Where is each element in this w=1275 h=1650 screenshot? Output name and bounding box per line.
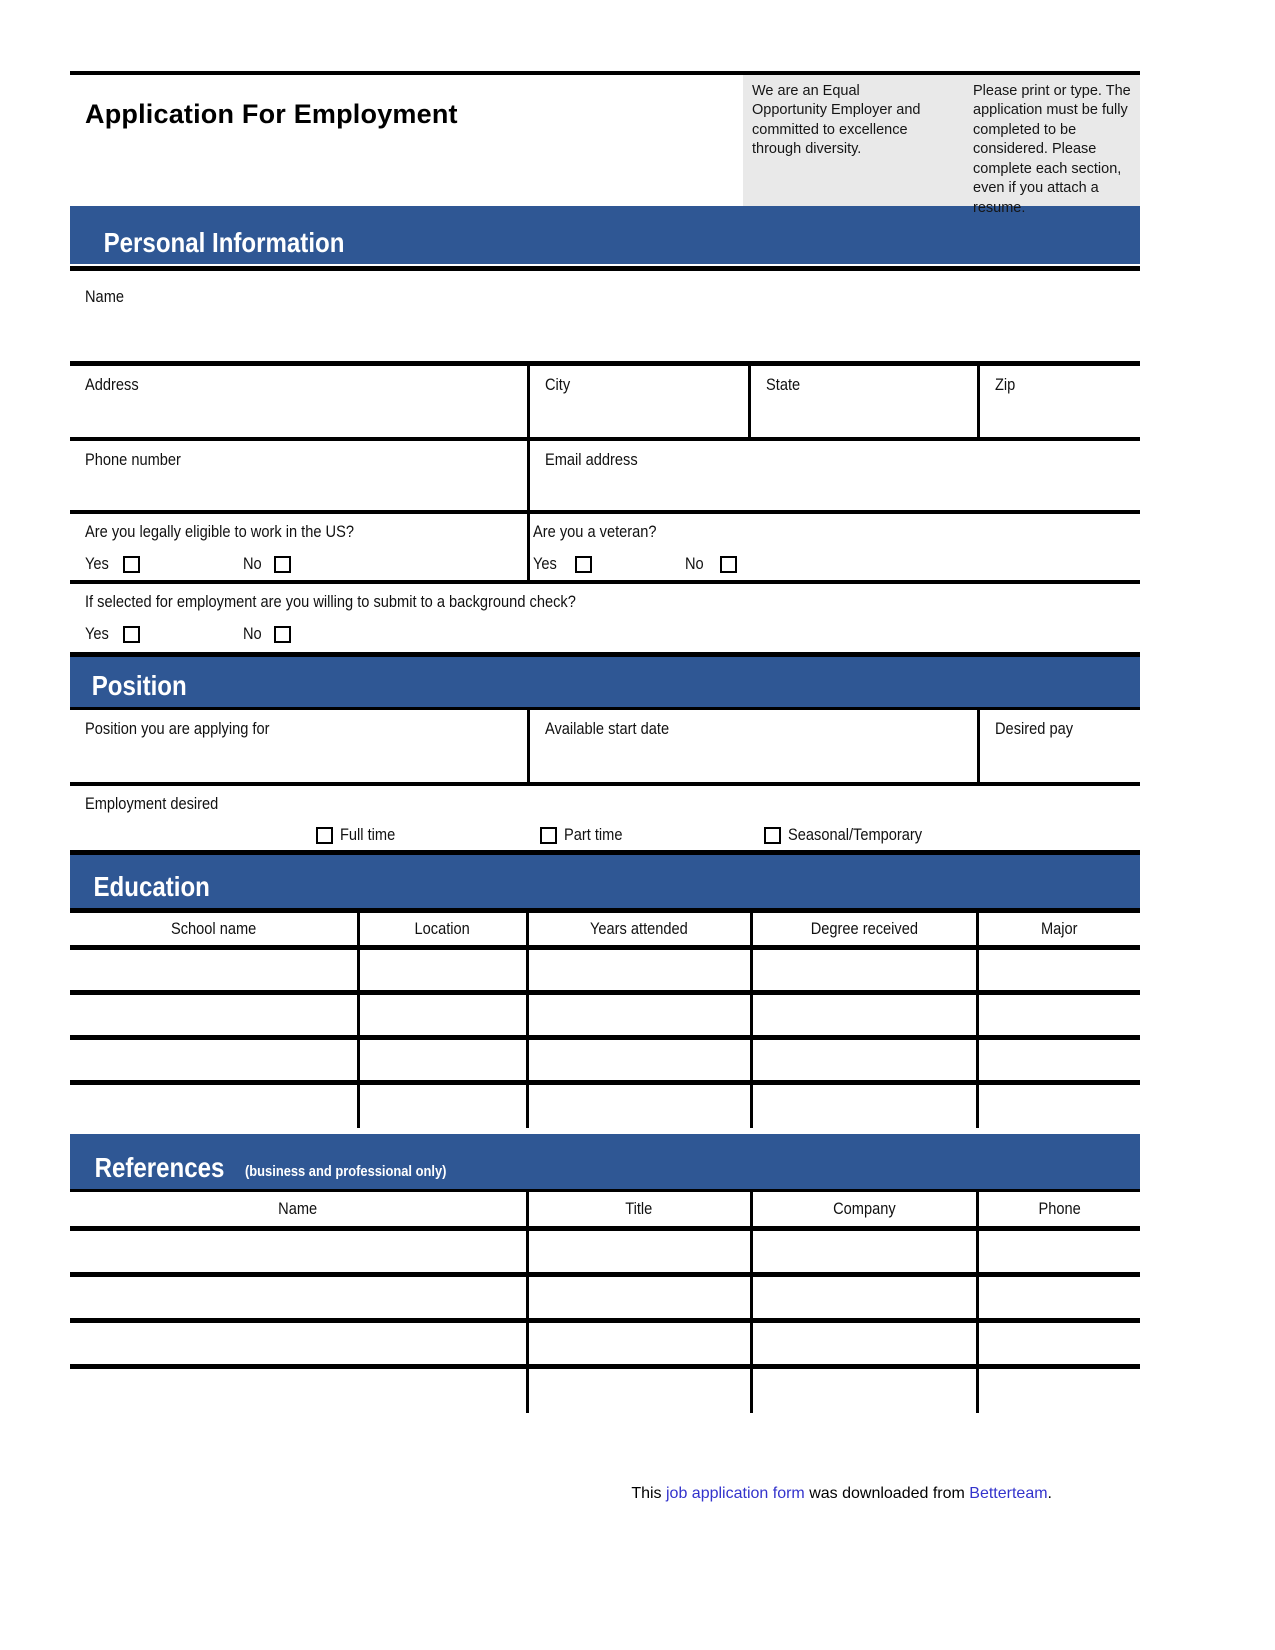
- education-cell[interactable]: [751, 993, 977, 1038]
- education-cell[interactable]: [977, 948, 1140, 993]
- references-row: [70, 1321, 1140, 1367]
- position-heading: Position: [91, 670, 187, 701]
- references-cell[interactable]: [751, 1229, 977, 1275]
- references-cell[interactable]: [751, 1321, 977, 1367]
- education-row: [70, 948, 1140, 993]
- yes-label: Yes: [85, 554, 109, 573]
- education-cell[interactable]: [358, 1083, 527, 1128]
- yes-label: Yes: [533, 554, 557, 573]
- education-cell[interactable]: [751, 948, 977, 993]
- education-col-school: School name: [70, 911, 358, 948]
- references-row: [70, 1229, 1140, 1275]
- education-cell[interactable]: [527, 1083, 751, 1128]
- position-applying-field[interactable]: [70, 710, 527, 782]
- betterteam-link[interactable]: Betterteam: [969, 1484, 1048, 1502]
- background-yes-checkbox[interactable]: [123, 626, 140, 643]
- full-time-option: [316, 825, 540, 845]
- work-eligibility-question: [70, 514, 527, 580]
- eligibility-row: [70, 510, 1140, 580]
- references-col-title: Title: [527, 1192, 751, 1229]
- references-cell[interactable]: [977, 1275, 1140, 1321]
- desired-pay-field[interactable]: [977, 710, 1140, 782]
- education-cell[interactable]: [977, 1038, 1140, 1083]
- references-cell[interactable]: [70, 1321, 527, 1367]
- education-cell[interactable]: [751, 1083, 977, 1128]
- footer-text-suffix: .: [1047, 1484, 1052, 1502]
- seasonal-checkbox[interactable]: [764, 827, 781, 844]
- print-or-type-notice: Please print or type. The application must be fully completed to be considered. Please complete each section, even if you attach a resume.: [973, 83, 1131, 216]
- education-cell[interactable]: [527, 948, 751, 993]
- start-date-field[interactable]: [527, 710, 977, 782]
- education-row: [70, 1038, 1140, 1083]
- education-cell[interactable]: [358, 1038, 527, 1083]
- no-label: No: [242, 554, 262, 573]
- references-col-name: Name: [70, 1192, 527, 1229]
- references-header-row: [70, 1192, 1140, 1229]
- education-col-degree: Degree received: [751, 911, 977, 948]
- references-cell[interactable]: [977, 1321, 1140, 1367]
- education-cell[interactable]: [977, 993, 1140, 1038]
- footer-text-prefix: This: [631, 1484, 666, 1502]
- name-label: Name: [85, 287, 125, 306]
- references-heading: References: [94, 1151, 225, 1183]
- name-field[interactable]: [70, 271, 1140, 361]
- seasonal-option: [764, 825, 988, 845]
- equal-opportunity-notice: We are an Equal Opportunity Employer and committed to excellence through diversity.: [752, 83, 921, 158]
- background-check-label: If selected for employment are you willing to submit to a background check?: [85, 592, 576, 611]
- address-label: Address: [85, 375, 139, 394]
- education-row: [70, 1083, 1140, 1128]
- education-cell[interactable]: [527, 993, 751, 1038]
- education-cell[interactable]: [70, 993, 358, 1038]
- start-date-label: Available start date: [545, 719, 670, 738]
- references-table: [70, 1192, 1140, 1413]
- veteran-no-checkbox[interactable]: [720, 556, 737, 573]
- desired-pay-label: Desired pay: [995, 719, 1074, 738]
- eligible-yes-checkbox[interactable]: [123, 556, 140, 573]
- education-cell[interactable]: [977, 1083, 1140, 1128]
- references-cell[interactable]: [751, 1367, 977, 1413]
- attribution-footer: [70, 1485, 1140, 1503]
- veteran-yes-checkbox[interactable]: [575, 556, 592, 573]
- education-header-row: [70, 911, 1140, 948]
- employment-desired-label: Employment desired: [85, 794, 219, 813]
- email-field[interactable]: [527, 441, 1140, 510]
- references-cell[interactable]: [70, 1229, 527, 1275]
- phone-email-row: [70, 437, 1140, 510]
- background-check-row: [70, 580, 1140, 652]
- references-cell[interactable]: [527, 1321, 751, 1367]
- education-col-years: Years attended: [527, 911, 751, 948]
- references-cell[interactable]: [977, 1229, 1140, 1275]
- part-time-checkbox[interactable]: [540, 827, 557, 844]
- education-table: [70, 908, 1140, 1128]
- footer-text-middle: was downloaded from: [804, 1484, 970, 1502]
- address-field[interactable]: [70, 366, 527, 437]
- no-label: No: [242, 624, 262, 643]
- background-no-checkbox[interactable]: [274, 626, 291, 643]
- work-eligibility-label: Are you legally eligible to work in the US?: [85, 522, 354, 541]
- references-heading-note: (business and professional only): [244, 1162, 447, 1180]
- job-application-form-link[interactable]: job application form: [666, 1484, 805, 1502]
- education-cell[interactable]: [358, 993, 527, 1038]
- phone-field[interactable]: [70, 441, 527, 510]
- education-cell[interactable]: [358, 948, 527, 993]
- city-label: City: [545, 375, 571, 394]
- education-cell[interactable]: [70, 1038, 358, 1083]
- references-col-company: Company: [751, 1192, 977, 1229]
- position-applying-label: Position you are applying for: [85, 719, 270, 738]
- personal-information-heading: Personal Information: [103, 227, 345, 258]
- education-cell[interactable]: [751, 1038, 977, 1083]
- yes-label: Yes: [85, 624, 109, 643]
- phone-label: Phone number: [85, 450, 181, 469]
- address-row: [70, 361, 1140, 437]
- state-field[interactable]: [748, 366, 977, 437]
- seasonal-label: Seasonal/Temporary: [788, 825, 923, 844]
- section-bar-education: [70, 850, 1140, 908]
- no-label: No: [684, 554, 704, 573]
- notice-box: [743, 75, 1140, 216]
- education-cell[interactable]: [70, 948, 358, 993]
- city-field[interactable]: [527, 366, 748, 437]
- email-label: Email address: [545, 450, 638, 469]
- section-bar-position: [70, 652, 1140, 710]
- education-row: [70, 993, 1140, 1038]
- part-time-option: [540, 825, 764, 845]
- form-header: [70, 75, 1140, 216]
- veteran-question: [527, 514, 1140, 580]
- section-bar-references: [70, 1134, 1140, 1192]
- references-cell[interactable]: [751, 1275, 977, 1321]
- veteran-label: Are you a veteran?: [533, 522, 657, 541]
- education-col-major: Major: [977, 911, 1140, 948]
- references-col-phone: Phone: [977, 1192, 1140, 1229]
- part-time-label: Part time: [564, 825, 623, 844]
- education-cell[interactable]: [70, 1083, 358, 1128]
- references-cell[interactable]: [527, 1229, 751, 1275]
- employment-desired-row: [70, 786, 1140, 850]
- full-time-label: Full time: [340, 825, 396, 844]
- references-row: [70, 1275, 1140, 1321]
- zip-label: Zip: [995, 375, 1016, 394]
- education-cell[interactable]: [527, 1038, 751, 1083]
- references-cell[interactable]: [70, 1367, 527, 1413]
- references-cell[interactable]: [70, 1275, 527, 1321]
- references-row: [70, 1367, 1140, 1413]
- education-heading: Education: [93, 871, 210, 902]
- education-col-location: Location: [358, 911, 527, 948]
- full-time-checkbox[interactable]: [316, 827, 333, 844]
- references-cell[interactable]: [527, 1275, 751, 1321]
- state-label: State: [766, 375, 801, 394]
- eligible-no-checkbox[interactable]: [274, 556, 291, 573]
- zip-field[interactable]: [977, 366, 1140, 437]
- position-row: [70, 710, 1140, 786]
- references-cell[interactable]: [527, 1367, 751, 1413]
- page-title: Application For Employment: [85, 99, 458, 129]
- references-cell[interactable]: [977, 1367, 1140, 1413]
- application-form: [70, 71, 1140, 1503]
